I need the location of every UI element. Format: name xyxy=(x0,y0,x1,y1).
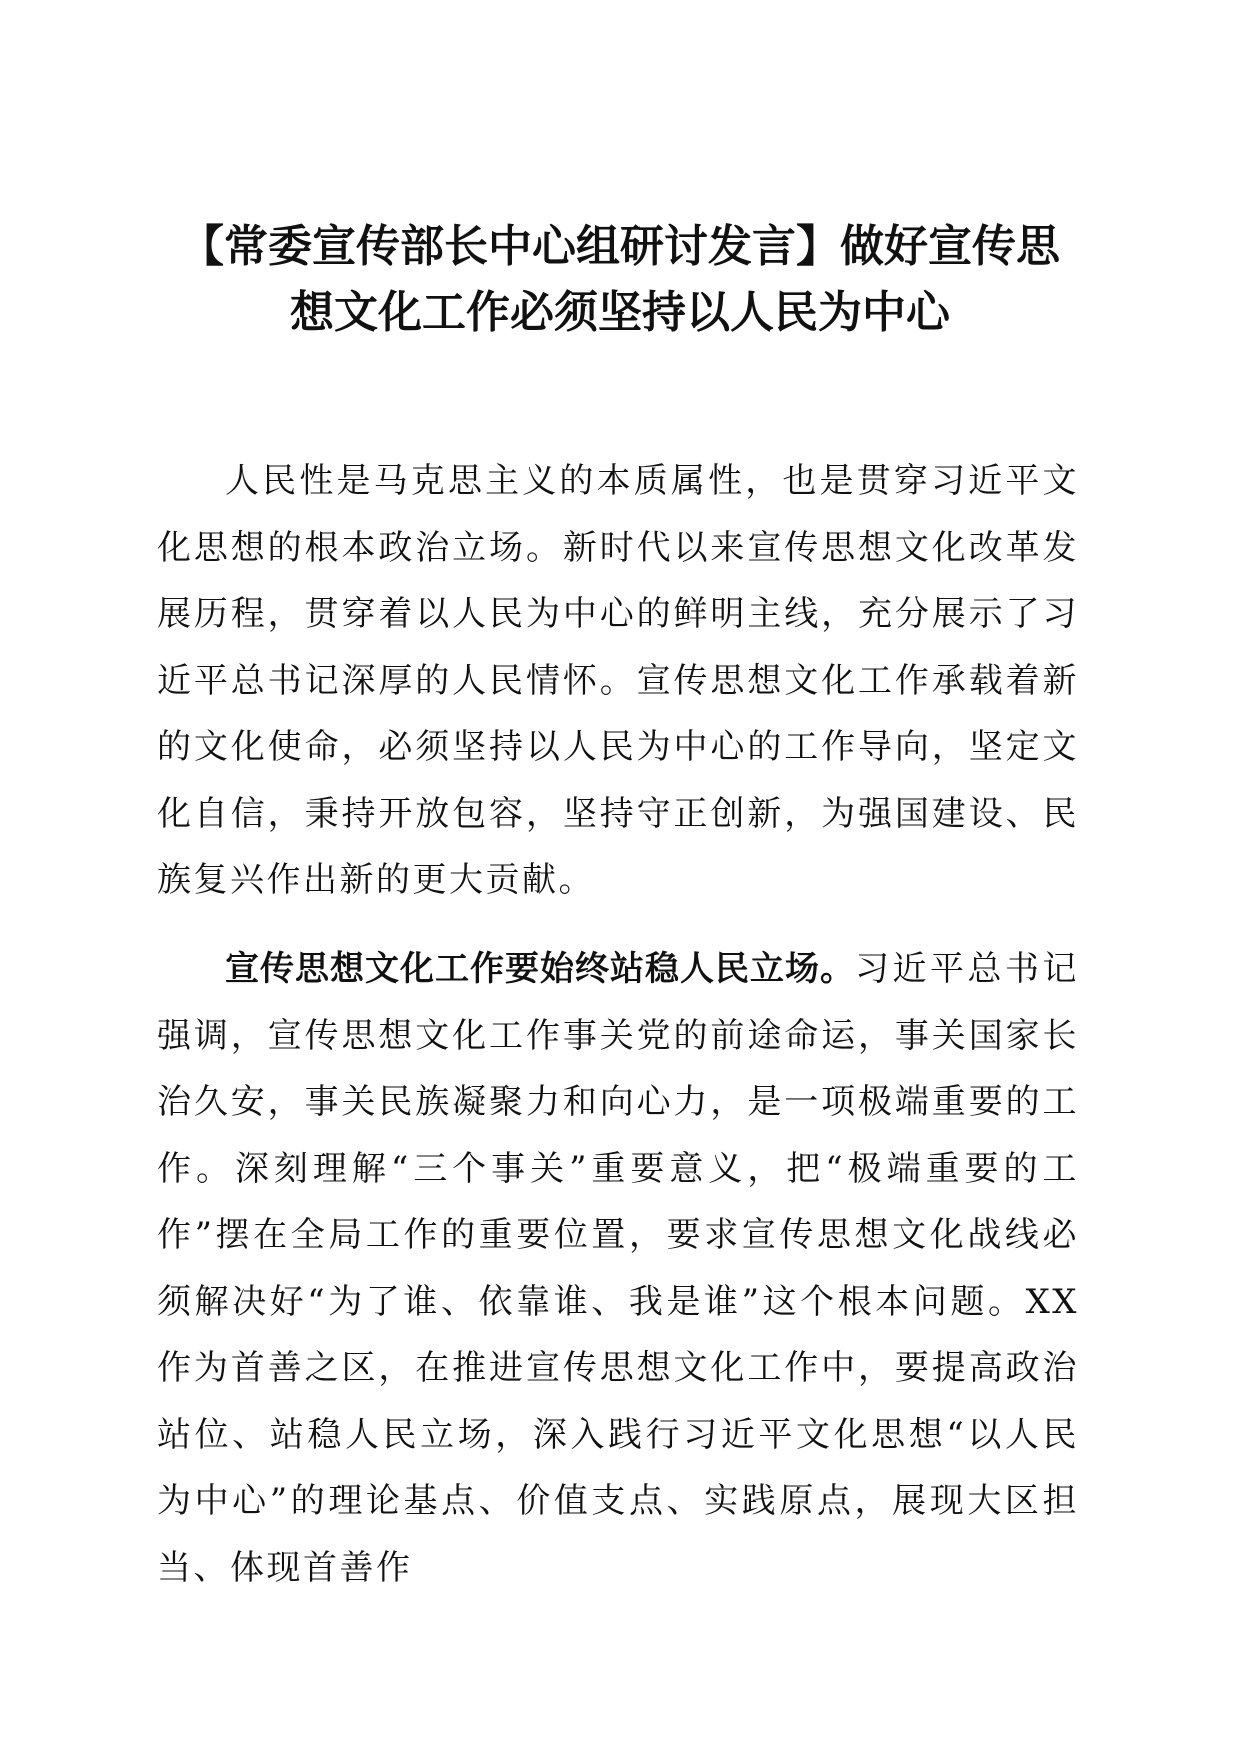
paragraph-lead-heading: 宣传思想文化工作要始终站稳人民立场。 xyxy=(225,949,855,989)
paragraph-text: 人民性是马克思主义的本质属性，也是贯穿习近平文化思想的根本政治立场。新时代以来宣传思想文化改革发展历程，贯穿着以人民为中心的鲜明主线，充分展示了习近平总书记深厚的人民情怀。宣传思想文化工作承载着新的文化使命，必须坚持以人民为中心的工作导向，坚定文化自信，秉持开放包容，坚持守正创新，为强国建设、民族复兴作出新的更大贡献。 xyxy=(157,461,1079,900)
paragraph-text: 习近平总书记强调，宣传思想文化工作事关党的前途命运，事关国家长治久安，事关民族凝聚力和向心力，是一项极端重要的工作。深刻理解“三个事关”重要意义，把“极端重要的工作”摆在全局工作的重要位置，要求宣传思想文化战线必须解决好“为了谁、依靠谁、我是谁”这个根本问题。XX作为首善之区，在推进宣传思想文化工作中，要提高政治站位、站稳人民立场，深入践行习近平文化思想“以人民为中心”的理论基点、价值支点、实践原点，展现大区担当、体现首善作 xyxy=(157,949,1079,1588)
body-paragraph-people-stance xyxy=(157,936,1079,1601)
document-title: 【常委宣传部长中心组研讨发言】做好宣传思想文化工作必须坚持以人民为中心 xyxy=(180,221,1060,338)
body-paragraph-intro xyxy=(157,448,1079,914)
